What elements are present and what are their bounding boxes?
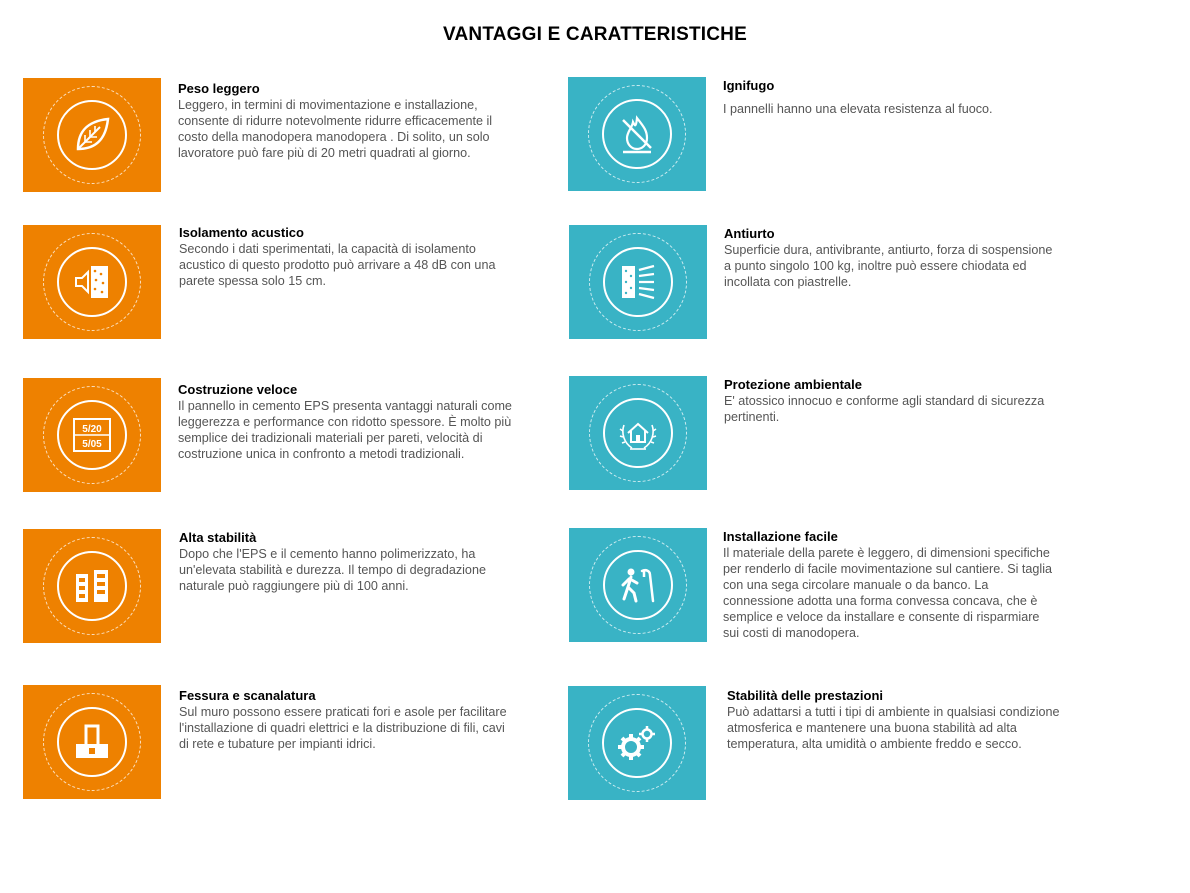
feature-description: Secondo i dati sperimentati, la capacità di isolamento acustico di questo prodotto può arrivare a 48 dB con una parete spessa solo 15 cm.	[179, 242, 496, 288]
feature-description: Superficie dura, antivibrante, antiurto, forza di sospensione a punto singolo 100 kg, inoltre può essere chiodata ed incollata con piastrelle.	[724, 243, 1053, 289]
feature-tile	[23, 685, 161, 799]
feature-tile	[23, 378, 161, 492]
feature-tile	[569, 225, 707, 339]
worker-tools-icon	[616, 563, 660, 607]
feature-title: Antiurto	[724, 226, 775, 241]
feature-tile	[568, 77, 706, 191]
feature-tile	[23, 78, 161, 192]
feature-title: Isolamento acustico	[179, 225, 304, 240]
feature-title: Stabilità delle prestazioni	[727, 688, 884, 703]
building-blocks-icon	[70, 564, 114, 608]
feature-tile	[569, 528, 707, 642]
feature-tile	[569, 376, 707, 490]
no-fire-icon	[615, 112, 659, 156]
feature-title: Installazione facile	[723, 529, 838, 544]
feature-description: Sul muro possono essere praticati fori e asole per facilitare l'installazione di quadri elettrici e la distribuzione di fili, cavi di rete e tubature per impianti idrici.	[179, 705, 507, 751]
feature-title: Protezione ambientale	[724, 377, 862, 392]
feature-tile	[23, 225, 161, 339]
feature-tile	[568, 686, 706, 800]
feature-title: Fessura e scanalatura	[179, 688, 316, 703]
leaf-icon	[70, 113, 114, 157]
feature-description: Il materiale della parete è leggero, di dimensioni specifiche per renderlo di facile movimentazione sul cantiere. Si taglia con una sega circolare manuale o da banco. La connessione adotta una forma convessa concava, che è semplice e veloce da installare e consente di risparmiare sui costi di manodopera.	[723, 546, 1053, 640]
eco-house-icon	[616, 411, 660, 455]
calendar-bottom-date: 5/05	[82, 439, 102, 450]
sound-insulation-icon	[70, 260, 114, 304]
feature-title: Ignifugo	[723, 78, 775, 93]
feature-description: Dopo che l'EPS e il cemento hanno polimerizzato, ha un'elevata stabilità e durezza. Il tempo di degradazione naturale può raggiungere più di 100 anni.	[179, 547, 486, 593]
feature-description: Leggero, in termini di movimentazione e installazione, consente di ridurre notevolmente ridurre efficacemente il costo della manodopera manodopera . Di solito, un solo lavoratore può fare più di 20 metri quadrati al giorno.	[178, 98, 493, 160]
feature-description: E' atossico innocuo e conforme agli standard di sicurezza pertinenti.	[724, 394, 1045, 424]
impact-resistant-icon	[616, 260, 660, 304]
wall-slot-icon	[70, 720, 114, 764]
feature-description: I pannelli hanno una elevata resistenza al fuoco.	[723, 102, 993, 116]
feature-tile	[23, 529, 161, 643]
feature-title: Alta stabilità	[179, 530, 257, 545]
feature-title: Costruzione veloce	[178, 382, 298, 397]
feature-description: Il pannello in cemento EPS presenta vantaggi naturali come leggerezza e performance con ridotto spessore. È molto più semplice dei tradizionali materiali per pareti, velocità di costruzione unica in confronto a metodi tradizionali.	[178, 399, 512, 461]
calendar-top-date: 5/20	[82, 424, 102, 435]
calendar-icon	[70, 413, 114, 457]
feature-description: Può adattarsi a tutti i tipi di ambiente in qualsiasi condizione atmosferica e mantenere una buona stabilità ad alta temperatura, alta umidità o ambiente freddo e secco.	[727, 705, 1060, 751]
page-title: VANTAGGI E CARATTERISTICHE	[443, 24, 747, 45]
gears-icon	[615, 721, 659, 765]
feature-title: Peso leggero	[178, 81, 260, 96]
